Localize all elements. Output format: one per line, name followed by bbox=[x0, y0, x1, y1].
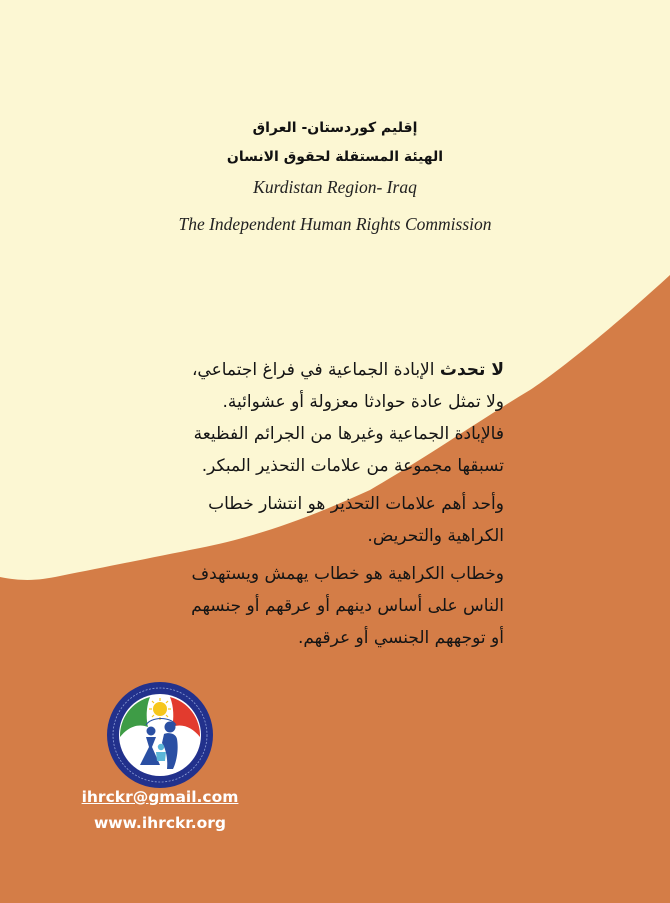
paragraph-line: وأحد أهم علامات التحذير هو انتشار خطاب bbox=[208, 494, 504, 514]
paragraph-line: ولا تمثل عادة حوادثا معزولة أو عشوائية. bbox=[222, 392, 504, 412]
paragraph-hate-speech bbox=[172, 558, 504, 654]
body-text bbox=[172, 354, 504, 660]
header-arabic-commission: الهيئة المستقلة لحقوق الانسان bbox=[226, 149, 444, 165]
email-link[interactable]: ihrckr@gmail.com bbox=[81, 788, 239, 806]
paragraph-line: تسبقها مجموعة من علامات التحذير المبكر. bbox=[201, 456, 504, 476]
paragraph-line: الناس على أساس دينهم أو عرقهم أو جنسهم bbox=[191, 596, 504, 616]
paragraph-warning-signs bbox=[172, 488, 504, 552]
paragraph-line: أو توجههم الجنسي أو عرقهم. bbox=[297, 628, 504, 648]
lead-bold-phrase: لا تحدث bbox=[439, 360, 504, 380]
paragraph-line: وخطاب الكراهية هو خطاب يهمش ويستهدف bbox=[191, 564, 504, 584]
website-link[interactable]: www.ihrckr.org bbox=[93, 814, 227, 832]
paragraph-genocide bbox=[172, 354, 504, 482]
header-arabic-region: إقليم كوردستان- العراق bbox=[252, 120, 418, 136]
header-english-commission: The Independent Human Rights Commission bbox=[178, 214, 492, 234]
paragraph-line: فالإبادة الجماعية وغيرها من الجرائم الفظيعة bbox=[193, 424, 504, 444]
header-english-region: Kurdistan Region- Iraq bbox=[253, 177, 417, 197]
paragraph-line: الكراهية والتحريض. bbox=[367, 526, 504, 546]
paragraph-line bbox=[172, 354, 504, 386]
line-text: الإبادة الجماعية في فراغ اجتماعي، bbox=[191, 360, 440, 380]
ihrc-emblem-icon bbox=[106, 681, 214, 789]
